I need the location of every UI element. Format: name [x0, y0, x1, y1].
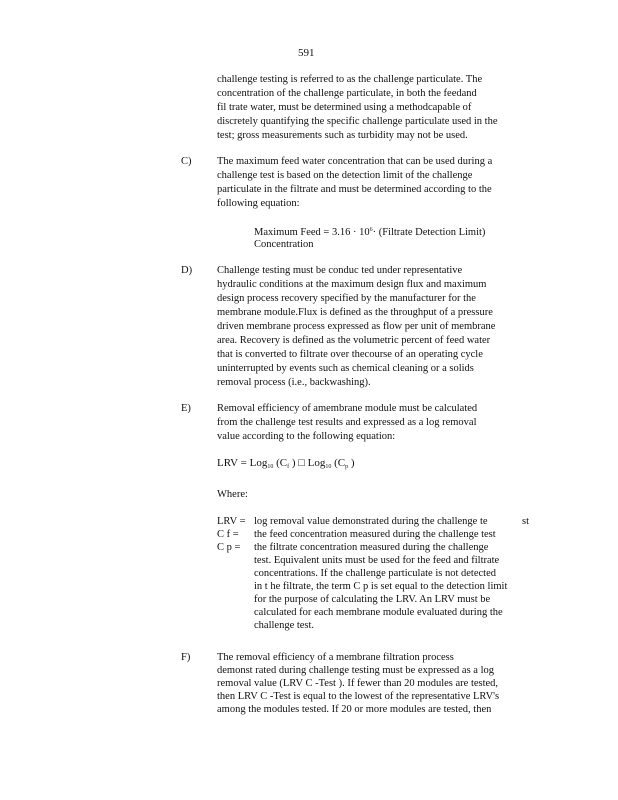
lrv-term: ): [348, 457, 355, 469]
section-label: D): [181, 265, 193, 276]
equation-line: Concentration: [254, 239, 314, 250]
section-line: particulate in the filtrate and must be determined according to the: [217, 184, 492, 195]
lrv-subscript: 10: [325, 464, 332, 470]
lrv-lhs: LRV = Log: [217, 457, 268, 469]
lrv-subscript: p: [345, 464, 349, 470]
definition-continuation: challenge test.: [254, 620, 315, 631]
equation-line: [254, 224, 485, 239]
section-line: value according to the following equation:: [217, 431, 396, 442]
section-line: then LRV C -Test is equal to the lowest of the representative LRV's: [217, 691, 500, 702]
definition-tail: st: [522, 516, 530, 527]
definition-continuation: in t he filtrate, the term C p is set equal to the detection limit: [254, 581, 508, 592]
definition-term: C p =: [217, 542, 241, 553]
section-line: design process recovery specified by the manufacturer for the: [217, 293, 476, 304]
section-line: from the challenge test results and expressed as a log removal: [217, 417, 477, 428]
section-line: Challenge testing must be conduc ted under representative: [217, 265, 463, 276]
section-line: area. Recovery is defined as the volumetric percent of feed water: [217, 335, 491, 346]
section-line: removal process (i.e., backwashing).: [217, 377, 371, 388]
definition-term: C f =: [217, 529, 239, 540]
where-label: Where:: [217, 489, 248, 500]
section-line: driven membrane process expressed as flow per unit of membrane: [217, 321, 496, 332]
lrv-equation: [217, 457, 355, 474]
lrv-term: (C: [273, 457, 288, 469]
section-line: following equation:: [217, 198, 300, 209]
intro-line: challenge testing is referred to as the challenge particulate. The: [217, 74, 483, 85]
intro-line: concentration of the challenge particulate, in both the feedand: [217, 88, 477, 99]
section-line: that is converted to filtrate over thecourse of an operating cycle: [217, 349, 483, 360]
section-label: E): [181, 403, 191, 414]
section-line: removal value (LRV C -Test ). If fewer than 20 modules are tested,: [217, 678, 499, 689]
section-line: The maximum feed water concentration that can be used during a: [217, 156, 493, 167]
page-number: 591: [298, 47, 315, 59]
definition-text: log removal value demonstrated during the challenge te: [254, 516, 488, 527]
equation-rest: · (Filtrate Detection Limit): [372, 227, 486, 238]
section-line: demonst rated during challenge testing must be expressed as a log: [217, 665, 495, 676]
definition-text: the filtrate concentration measured during the challenge: [254, 542, 489, 553]
lrv-subscript: f: [287, 464, 290, 470]
definition-continuation: test. Equivalent units must be used for the feed and filtrate: [254, 555, 500, 566]
equation-exponent: 6: [369, 227, 373, 233]
intro-line: test; gross measurements such as turbidity may not be used.: [217, 130, 468, 141]
definition-continuation: calculated for each membrane module evaluated during the: [254, 607, 503, 618]
section-line: challenge test is based on the detection limit of the challenge: [217, 170, 473, 181]
section-line: hydraulic conditions at the maximum design flux and maximum: [217, 279, 487, 290]
section-label: C): [181, 156, 192, 167]
section-line: among the modules tested. If 20 or more modules are tested, then: [217, 704, 492, 715]
equation-text: Maximum Feed = 3.16 · 10: [254, 227, 370, 238]
definition-term: LRV =: [217, 516, 246, 527]
section-label: F): [181, 652, 191, 663]
section-line: membrane module.Flux is defined as the throughput of a pressure: [217, 307, 493, 318]
intro-line: discretely quantifying the specific challenge particulate used in the: [217, 116, 498, 127]
definition-continuation: for the purpose of calculating the LRV. An LRV must be: [254, 594, 491, 605]
definition-text: the feed concentration measured during the challenge test: [254, 529, 496, 540]
section-line: The removal efficiency of a membrane filtration process: [217, 652, 454, 663]
lrv-subscript: 10: [267, 464, 274, 470]
lrv-term: ) □ Log: [289, 457, 326, 469]
section-line: Removal efficiency of amembrane module must be calculated: [217, 403, 478, 414]
definition-continuation: concentrations. If the challenge particulate is not detected: [254, 568, 496, 579]
lrv-term: (C: [331, 457, 346, 469]
intro-line: fil trate water, must be determined using a methodcapable of: [217, 102, 472, 113]
section-line: uninterrupted by events such as chemical cleaning or a solids: [217, 363, 474, 374]
